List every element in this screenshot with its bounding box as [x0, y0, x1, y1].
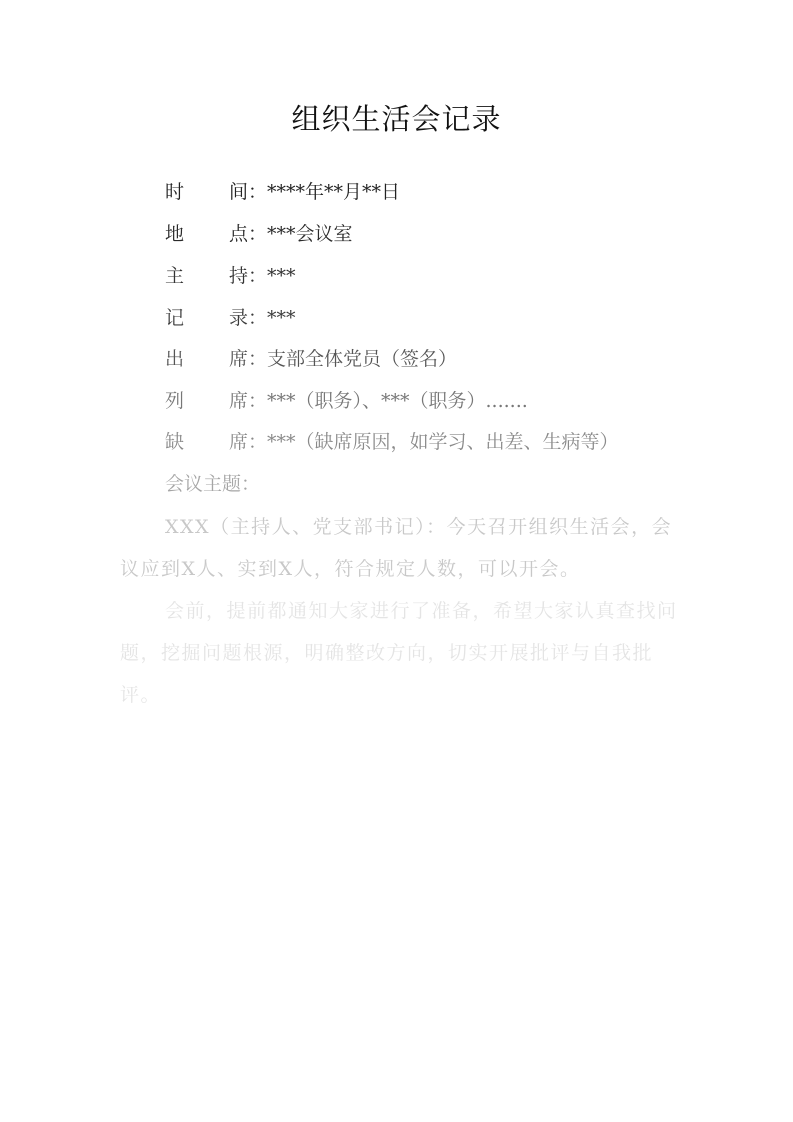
field-label-char-1: 记: [165, 307, 185, 329]
field-label-char-2: 点：: [229, 223, 268, 245]
field-value: ***: [267, 307, 296, 329]
field-host: [165, 264, 296, 288]
field-label-char-2: 席：: [229, 348, 268, 370]
field-label-char-1: 地: [165, 223, 185, 245]
field-label-char-1: 主: [165, 265, 185, 287]
field-label-char-2: 席：: [229, 390, 268, 412]
field-absentees: [165, 430, 619, 454]
field-location: [165, 222, 353, 246]
field-label-char-1: 缺: [165, 431, 185, 453]
field-label-char-1: 出: [165, 348, 185, 370]
field-label-char-2: 间：: [229, 181, 268, 203]
field-value: ***（缺席原因，如学习、出差、生病等）: [267, 431, 619, 453]
field-value: ***会议室: [267, 223, 353, 245]
meeting-topic-label: 会议主题：: [165, 473, 261, 495]
field-value: 支部全体党员（签名）: [267, 348, 458, 370]
field-recorder: [165, 306, 296, 330]
field-attendees: [165, 347, 457, 371]
field-label-char-2: 席：: [229, 431, 268, 453]
field-label-char-2: 持：: [229, 265, 268, 287]
field-time: [165, 180, 400, 204]
document-title: 组织生活会记录: [291, 102, 502, 136]
field-label-char-1: 列: [165, 390, 185, 412]
field-value: ***: [267, 265, 296, 287]
field-label-char-1: 时: [165, 181, 185, 203]
field-observers: [165, 389, 528, 413]
body-paragraph: XXX（主持人、党支部书记）：今天召开组织生活会，会议应到X人、实到X人，符合规定人数，可以开会。: [120, 516, 673, 580]
body-paragraph: 会前，提前都通知大家进行了准备，希望大家认真查找问题，挖掘问题根源，明确整改方向，切实开展批评与自我批评。: [120, 600, 678, 706]
field-value: ****年**月**日: [267, 181, 401, 203]
field-value: ***（职务）、***（职务）.......: [267, 390, 528, 412]
field-label-char-2: 录：: [229, 307, 268, 329]
